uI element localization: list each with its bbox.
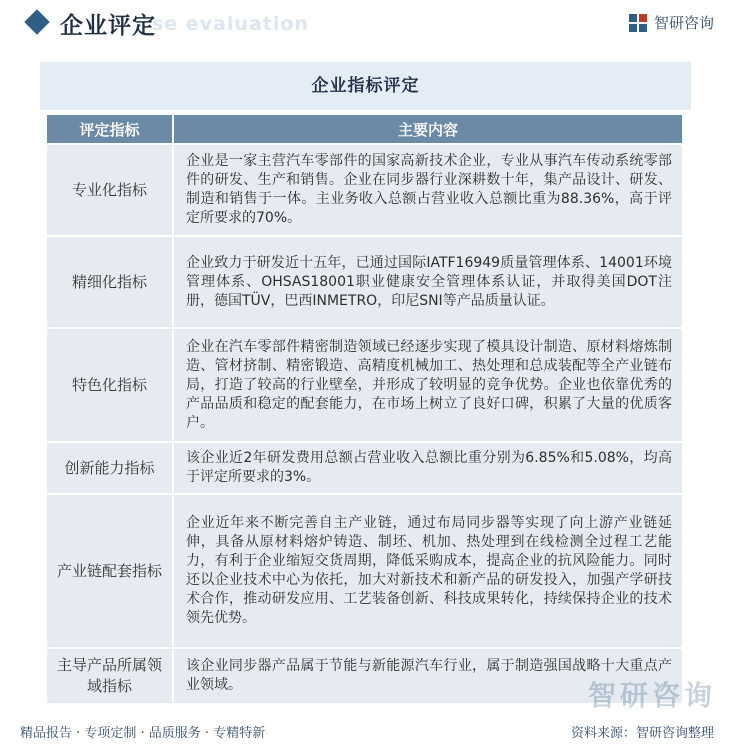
page-subtitle-en: se evaluation	[152, 13, 309, 35]
table-row	[47, 329, 682, 441]
indicator-label: 专业化指标	[47, 145, 174, 235]
table-row	[47, 495, 682, 647]
brand	[628, 12, 714, 33]
table-title: 企业指标评定	[40, 62, 691, 110]
evaluation-table	[47, 113, 682, 705]
diamond-icon	[24, 9, 49, 34]
watermark: 智研咨询	[587, 679, 716, 712]
brand-name: 智研咨询	[653, 14, 714, 32]
brand-logo-icon	[628, 13, 648, 33]
indicator-content: 该企业近2年研发费用总额占营业收入总额比重分别为6.85%和5.08%，均高于评定所要求的3%。	[174, 443, 682, 493]
footer-tagline: 精品报告 · 专项定制 · 品质服务 · 专精特新	[20, 726, 266, 741]
table-row	[47, 443, 682, 493]
indicator-content: 企业致力于研发近十五年，已通过国际IATF16949质量管理体系、14001环境管理体系、OHSAS18001职业健康安全管理体系认证，并取得美国DOT注册，德国TÜV，巴西INMETRO，印尼SNI等产品质量认证。	[174, 237, 682, 327]
indicator-content: 企业是一家主营汽车零部件的国家高新技术企业，专业从事汽车传动系统零部件的研发、生产和销售。企业在同步器行业深耕数十年，集产品设计、研发、制造和销售于一体。主业务收入总额占营业收入总额比重为88.36%，高于评定所要求的70%。	[174, 145, 682, 235]
indicator-content: 企业近年来不断完善自主产业链，通过布局同步器等实现了向上游产业链延伸，具备从原材料熔炉铸造、制坯、机加、热处理到在线检测全过程工艺能力，有利于企业缩短交货周期，降低采购成本，提高企业的抗风险能力。同时还以企业技术中心为依托，加大对新技术和新产品的研发投入，加强产学研技术合作，推动研发应用、工艺装备创新、科技成果转化，持续保持企业的技术领先优势。	[174, 495, 682, 647]
indicator-label: 精细化指标	[47, 237, 174, 327]
page-header	[0, 0, 750, 50]
table-row	[47, 237, 682, 327]
table-row	[47, 649, 682, 703]
page-title: 企业评定	[60, 13, 156, 39]
footer-source: 资料来源：智研咨询整理	[570, 726, 714, 741]
table-row	[47, 145, 682, 235]
indicator-label: 创新能力指标	[47, 443, 174, 493]
indicator-content: 该企业同步器产品属于节能与新能源汽车行业，属于制造强国战略十大重点产业领域。	[174, 649, 682, 703]
indicator-label: 主导产品所属领域指标	[47, 649, 174, 703]
table-header-row	[47, 115, 682, 143]
column-header-indicator: 评定指标	[47, 115, 174, 143]
indicator-label: 特色化指标	[47, 329, 174, 441]
column-header-content: 主要内容	[174, 115, 682, 143]
indicator-label: 产业链配套指标	[47, 495, 174, 647]
indicator-content: 企业在汽车零部件精密制造领域已经逐步实现了模具设计制造、原材料熔炼制造、管材挤制、精密锻造、高精度机械加工、热处理和总成装配等全产业链布局，打造了较高的行业壁垒，并形成了较明显的竞争优势。企业也依靠优秀的产品品质和稳定的配套能力，在市场上树立了良好口碑，积累了大量的优质客户。	[174, 329, 682, 441]
